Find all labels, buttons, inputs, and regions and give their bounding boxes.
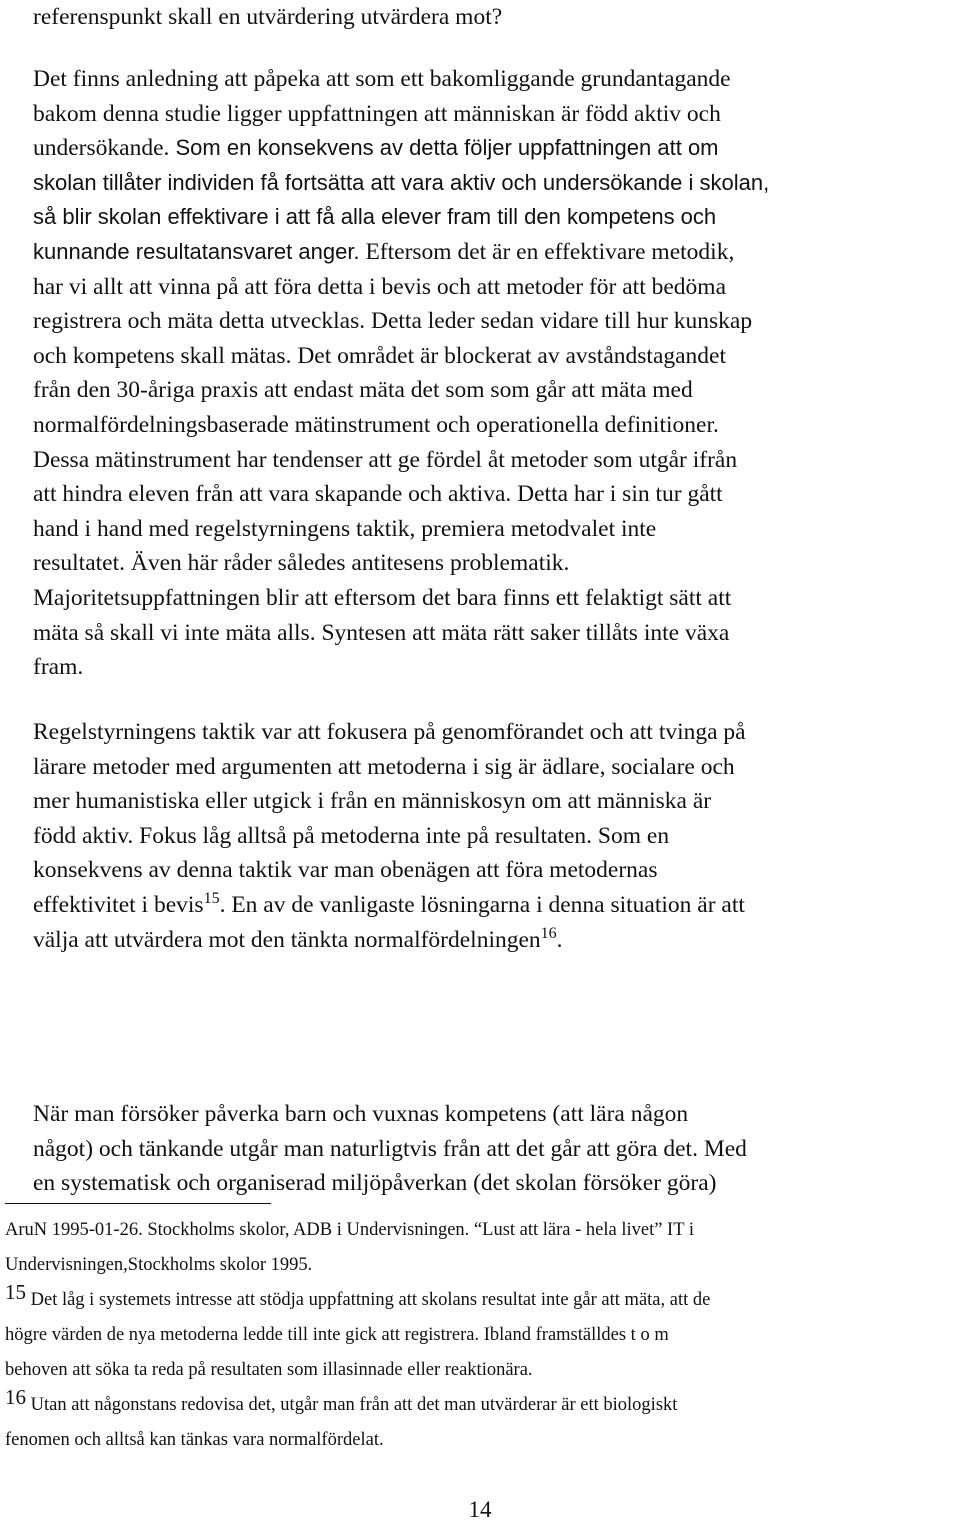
text-line: referenspunkt skall en utvärdering utvärdera mot? bbox=[33, 4, 503, 30]
text-line: har vi allt att vinna på att föra detta i bevis och att metoder för att bedöma bbox=[33, 273, 726, 300]
text-line: så blir skolan effektivare i att få alla elever fram till den kompetens och bbox=[33, 204, 717, 230]
footnote-ref-16[interactable]: 16 bbox=[540, 924, 557, 942]
footnote-line: behoven att söka ta reda på resultaten som illasinnade eller reaktionära. bbox=[5, 1360, 533, 1380]
footnote-ref-15[interactable]: 15 bbox=[203, 889, 220, 907]
text-segment: effektivitet i bevis bbox=[33, 891, 204, 918]
text-line: resultatet. Även här råder således antitesens problematik. bbox=[33, 550, 570, 577]
text-segment: undersökande. bbox=[33, 135, 170, 162]
text-line bbox=[33, 888, 933, 923]
text-line: mäta så skall vi inte mäta alls. Syntesen att mäta rätt saker tillåts inte växa bbox=[33, 619, 730, 646]
footnote-15 bbox=[5, 1280, 960, 1318]
text-segment: kunnande resultatansvaret anger. bbox=[33, 238, 360, 264]
text-segment: Som en konsekvens av detta följer uppfattningen att om bbox=[169, 135, 719, 161]
text-line: Det finns anledning att påpeka att som ett bakomliggande grundantagande bbox=[33, 66, 731, 92]
text-segment: . En av de vanligaste lösningarna i denna situation är att bbox=[219, 891, 745, 918]
text-line: en systematisk och organiserad miljöpåverkan (det skolan försöker göra) bbox=[33, 1170, 717, 1197]
text-line: att hindra eleven från att vara skapande och aktiva. Detta har i sin tur gått bbox=[33, 481, 723, 508]
text-segment: . bbox=[556, 926, 563, 953]
footnote-line: fenomen och alltså kan tänkas vara normalfördelat. bbox=[5, 1430, 384, 1450]
page-number: 14 bbox=[468, 1497, 492, 1522]
text-line: registrera och mäta detta utvecklas. Detta leder sedan vidare till hur kunskap bbox=[33, 308, 753, 335]
footnote-number: 16 bbox=[5, 1385, 26, 1409]
text-line: mer humanistiska eller utgick i från en människosyn om att människa är bbox=[33, 788, 712, 815]
text-line bbox=[33, 923, 933, 958]
paragraph-3 bbox=[33, 1097, 933, 1201]
text-line: fram. bbox=[33, 654, 84, 681]
footnote-number: 15 bbox=[5, 1280, 26, 1304]
paragraph-2 bbox=[33, 715, 933, 957]
text-line: bakom denna studie ligger uppfattningen att människan är född aktiv och bbox=[33, 100, 721, 127]
text-line: Regelstyrningens taktik var att fokusera på genomförandet och att tvinga på bbox=[33, 719, 746, 745]
footnote-separator bbox=[5, 1203, 271, 1204]
text-line: Majoritetsuppfattningen blir att eftersom det bara finns ett felaktigt sätt att bbox=[33, 584, 732, 611]
footnote-text: Det låg i systemets intresse att stödja uppfattning att skolans resultat inte går att mäta, att de bbox=[26, 1290, 711, 1310]
paragraph-top bbox=[33, 0, 933, 35]
text-line: normalfördelningsbaserade mätinstrument och operationella definitioner. bbox=[33, 411, 719, 438]
text-line bbox=[33, 235, 933, 270]
text-line bbox=[33, 131, 933, 166]
text-line: lärare metoder med argumenten att metoderna i sig är ädlare, socialare och bbox=[33, 753, 735, 780]
text-line: När man försöker påverka barn och vuxnas kompetens (att lära någon bbox=[33, 1101, 689, 1127]
text-line: skolan tillåter individen få fortsätta att vara aktiv och undersökande i skolan, bbox=[33, 169, 770, 195]
text-segment: välja att utvärdera mot den tänkta normalfördelningen bbox=[33, 926, 541, 953]
text-line: född aktiv. Fokus låg alltså på metoderna inte på resultaten. Som en bbox=[33, 822, 670, 849]
footnote-line: högre värden de nya metoderna ledde till inte gick att registrera. Ibland framställdes t o m bbox=[5, 1325, 669, 1345]
text-line: och kompetens skall mätas. Det området är blockerat av avståndstagandet bbox=[33, 342, 727, 369]
footnote-line: Undervisningen,Stockholms skolor 1995. bbox=[5, 1255, 313, 1275]
paragraph-1 bbox=[33, 62, 933, 685]
text-segment: Eftersom det är en effektivare metodik, bbox=[359, 238, 735, 265]
text-line: hand i hand med regelstyrningens taktik, premiera metodvalet inte bbox=[33, 515, 657, 542]
footnote-line: AruN 1995-01-26. Stockholms skolor, ADB i Undervisningen. “Lust att lära - hela livet” IT i bbox=[5, 1220, 694, 1240]
text-line: från den 30-åriga praxis att endast mäta det som som går att mäta med bbox=[33, 377, 693, 404]
text-line: Dessa mätinstrument har tendenser att ge fördel åt metoder som utgår ifrån bbox=[33, 446, 738, 473]
footnote-16 bbox=[5, 1385, 960, 1423]
text-line: något) och tänkande utgår man naturligtvis från att det går att göra det. Med bbox=[33, 1135, 747, 1162]
footnotes bbox=[5, 1213, 960, 1458]
footnote-text: Utan att någonstans redovisa det, utgår man från att det man utvärderar är ett biologiskt bbox=[26, 1395, 678, 1415]
text-line: konsekvens av denna taktik var man obenägen att föra metodernas bbox=[33, 857, 658, 884]
